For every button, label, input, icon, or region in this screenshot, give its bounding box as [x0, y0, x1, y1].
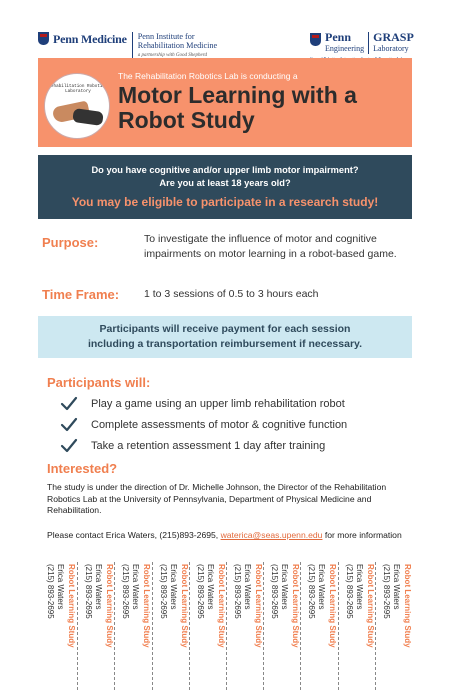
tab-phone: (215) 893-2695 [270, 564, 280, 619]
penn-shield-icon [310, 33, 321, 46]
checkmark-icon [60, 416, 78, 434]
tab-contact [304, 564, 337, 688]
tab-contact [43, 564, 76, 688]
logo-divider [132, 32, 133, 60]
institute-line2: Rehabilitation Medicine [137, 41, 218, 50]
tab-contact [342, 564, 375, 688]
eligibility-questions [38, 164, 412, 190]
tab-study-name: Robot Learning Study [142, 564, 152, 648]
tab-phone: (215) 893-2695 [158, 564, 168, 619]
task-text: Take a retention assessment 1 day after training [91, 439, 326, 452]
tab-contact-name: Erica Waters [169, 564, 179, 610]
tab-contact [230, 564, 263, 688]
tab-phone: (215) 893-2695 [121, 564, 131, 619]
tab-study-name: Robot Learning Study [328, 564, 338, 648]
interested-heading: Interested? [47, 461, 118, 476]
photo-lab-label: Rehabilitation Robotics Laboratory [48, 84, 108, 94]
penn-shield-icon [38, 32, 49, 45]
tab-contact-name: Erica Waters [317, 564, 327, 610]
tab-phone: (215) 893-2695 [195, 564, 205, 619]
time-frame-text: 1 to 3 sessions of 0.5 to 3 hours each [144, 288, 319, 300]
tear-off-tabs [40, 562, 412, 690]
tear-off-tab[interactable] [189, 562, 226, 690]
payment-text [38, 322, 412, 352]
engineering-word: Engineering [325, 44, 365, 53]
tab-contact-name: Erica Waters [94, 564, 104, 610]
tab-study-name: Robot Learning Study [105, 564, 115, 648]
tab-study-name: Robot Learning Study [365, 564, 375, 648]
tear-off-tab[interactable] [263, 562, 300, 690]
tab-study-name: Robot Learning Study [402, 564, 412, 648]
institute-line1: Penn Institute for [137, 32, 195, 41]
tab-contact-name: Erica Waters [131, 564, 141, 610]
list-item [60, 414, 420, 435]
tab-contact [267, 564, 300, 688]
grasp-logo [310, 32, 414, 54]
question-line-1: Do you have cognitive and/or upper limb motor impairment? [91, 165, 359, 175]
task-text: Play a game using an upper limb rehabilitation robot [91, 397, 345, 410]
tab-contact-name: Erica Waters [243, 564, 253, 610]
penn-medicine-logo [38, 32, 217, 60]
checkmark-icon [60, 437, 78, 455]
email-link[interactable]: waterica@seas.upenn.edu [220, 530, 323, 540]
payment-box [38, 316, 412, 358]
tear-off-tab[interactable] [114, 562, 151, 690]
tab-phone: (215) 893-2695 [232, 564, 242, 619]
partnership-line: a partnership with Good Shepherd [137, 53, 207, 58]
tab-study-name: Robot Learning Study [67, 564, 76, 648]
direction-paragraph: The study is under the direction of Dr. Michelle Johnson, the Director of the Rehabilitation Robotics Lab at the University of Pennsylvania, Department of Physical Medicine and Rehabilitation. [47, 482, 387, 515]
eligibility-box [38, 155, 412, 219]
payment-line-2: including a transportation reimbursement if necessary. [87, 338, 363, 350]
robot-handle-shape [72, 108, 104, 126]
tab-study-name: Robot Learning Study [216, 564, 226, 648]
tab-contact-name: Erica Waters [280, 564, 290, 610]
payment-line-1: Participants will receive payment for each session [99, 323, 351, 335]
penn-word: Penn [325, 30, 352, 44]
grasp-lab-name [373, 32, 414, 54]
tab-study-name: Robot Learning Study [179, 564, 189, 648]
tear-off-tab[interactable] [226, 562, 263, 690]
institute-name [138, 32, 217, 60]
tab-study-name: Robot Learning Study [253, 564, 263, 648]
list-item [60, 393, 420, 414]
participant-tasks-list [60, 393, 420, 456]
tab-contact [118, 564, 151, 688]
contact-prefix: Please contact Erica Waters, (215)893-2695, [47, 530, 221, 540]
logo-bar [0, 0, 450, 58]
purpose-text: To investigate the influence of motor and cognitive impairments on motor learning in a robot-based game. [144, 233, 397, 260]
penn-engineering [325, 32, 364, 54]
tab-study-name: Robot Learning Study [291, 564, 301, 648]
tear-off-tab[interactable] [338, 562, 375, 690]
purpose-label: Purpose: [42, 235, 99, 250]
task-text: Complete assessments of motor & cognitive function [91, 418, 348, 431]
tab-contact [379, 564, 412, 688]
participants-heading: Participants will: [47, 375, 151, 390]
tab-contact [193, 564, 226, 688]
tab-contact-name: Erica Waters [355, 564, 364, 610]
tab-phone: (215) 893-2695 [307, 564, 317, 619]
hero-intro: The Rehabilitation Robotics Lab is conducting a [118, 71, 298, 81]
grasp-word: GRASP [373, 30, 414, 44]
tear-off-tab[interactable] [375, 562, 412, 690]
list-item [60, 435, 420, 456]
tab-contact-name: Erica Waters [392, 564, 402, 610]
robot-hand-photo [44, 73, 110, 139]
tear-off-tab[interactable] [300, 562, 337, 690]
tear-off-tab[interactable] [152, 562, 189, 690]
tear-off-tab[interactable] [40, 562, 77, 690]
question-line-2: Are you at least 18 years old? [159, 178, 291, 188]
tab-phone: (215) 893-2695 [381, 564, 391, 619]
contact-suffix: for more information [322, 530, 402, 540]
tab-contact-name: Erica Waters [206, 564, 216, 610]
tab-phone: (215) 893-2695 [344, 564, 354, 619]
tear-off-tab[interactable] [77, 562, 114, 690]
tab-contact-name: Erica Waters [56, 564, 66, 610]
eligible-statement: You may be eligible to participate in a research study! [71, 195, 379, 209]
tab-contact [81, 564, 114, 688]
logo-divider [368, 32, 369, 54]
checkmark-icon [60, 395, 78, 413]
laboratory-word: Laboratory [373, 44, 409, 53]
hero-banner [38, 58, 412, 147]
penn-medicine-name: Penn Medicine [53, 32, 127, 46]
tab-contact [156, 564, 189, 688]
time-frame-label: Time Frame: [42, 287, 120, 302]
page-title: Motor Learning with a Robot Study [118, 82, 357, 133]
contact-paragraph [47, 530, 415, 542]
tab-phone: (215) 893-2695 [46, 564, 55, 619]
tab-phone: (215) 893-2695 [84, 564, 94, 619]
